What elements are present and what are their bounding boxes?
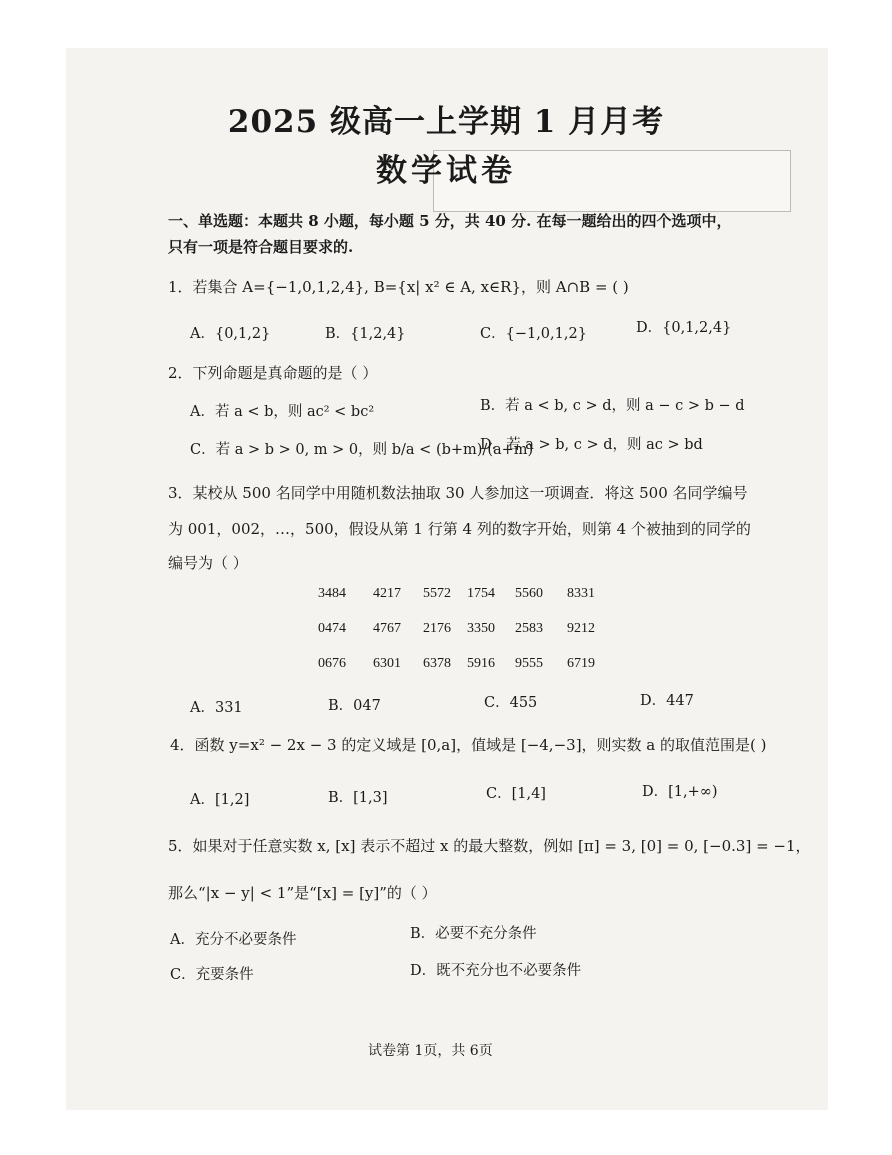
question-1-option-b: B．{1,2,4} — [325, 326, 406, 342]
question-3-option-c: C．455 — [484, 695, 538, 711]
section-heading-line1: 一、单选题：本题共 8 小题，每小题 5 分，共 40 分. 在每一题给出的四个选项中， — [168, 212, 732, 230]
question-3-stem-line3: 编号为（ ） — [168, 554, 248, 572]
random-table-r2c1: 0474 — [318, 621, 346, 636]
question-3-stem-line1: 3．某校从 500 名同学中用随机数法抽取 30 人参加这一项调查．将这 500 名同学编号 — [168, 484, 748, 502]
question-4-option-b: B．[1,3] — [328, 790, 388, 806]
page-footer: 试卷第 1页，共 6页 — [368, 1043, 493, 1059]
question-5-option-b: B．必要不充分条件 — [410, 926, 537, 942]
random-table-r1c2: 4217 — [373, 586, 401, 601]
question-5-option-c: C．充要条件 — [170, 967, 254, 983]
question-1-option-a: A．{0,1,2} — [190, 326, 271, 342]
question-2-option-b: B．若 a < b, c > d，则 a − c > b − d — [480, 398, 745, 414]
question-5-option-a: A．充分不必要条件 — [170, 932, 297, 948]
random-table-r2c3: 2176 — [423, 621, 451, 636]
random-table-r3c6: 6719 — [567, 656, 595, 671]
question-2-option-c: C．若 a > b > 0, m > 0，则 b/a < (b+m)/(a+m) — [190, 442, 534, 458]
random-table-r2c4: 3350 — [467, 621, 495, 636]
question-3-option-b: B．047 — [328, 698, 381, 714]
random-table-r2c2: 4767 — [373, 621, 401, 636]
random-table-r2c5: 2583 — [515, 621, 543, 636]
question-4-stem: 4．函数 y=x² − 2x − 3 的定义域是 [0,a]，值域是 [−4,−3]，则实数 a 的取值范围是( ) — [170, 736, 767, 754]
section-heading-line2: 只有一项是符合题目要求的. — [168, 238, 354, 256]
question-1-stem: 1．若集合 A={−1,0,1,2,4}, B={x| x² ∈ A, x∈R}，则 A∩B = ( ) — [168, 278, 629, 296]
question-2-option-d: D．若 a > b, c > d，则 ac > bd — [480, 437, 703, 453]
question-1-option-d: D．{0,1,2,4} — [636, 320, 732, 336]
random-table-r3c1: 0676 — [318, 656, 346, 671]
question-3-option-d: D．447 — [640, 693, 694, 709]
random-table-r1c5: 5560 — [515, 586, 543, 601]
question-5-stem-line1: 5．如果对于任意实数 x, [x] 表示不超过 x 的最大整数，例如 [π] = 3, [0] = 0, [−0.3] = −1， — [168, 837, 811, 855]
exam-title: 2025 级高一上学期 1 月月考 — [227, 104, 665, 140]
question-5-stem-line2: 那么“|x − y| < 1”是“[x] = [y]”的（ ） — [168, 884, 437, 902]
random-table-r3c5: 9555 — [515, 656, 543, 671]
question-3-option-a: A．331 — [190, 700, 243, 716]
question-4-option-a: A．[1,2] — [190, 792, 250, 808]
random-table-r3c3: 6378 — [423, 656, 451, 671]
random-table-r1c1: 3484 — [318, 586, 346, 601]
question-2-stem: 2．下列命题是真命题的是（ ） — [168, 364, 378, 382]
random-table-r3c4: 5916 — [467, 656, 495, 671]
exam-subject: 数学试卷 — [376, 153, 516, 189]
question-3-stem-line2: 为 001，002，…，500，假设从第 1 行第 4 列的数字开始，则第 4 个被抽到的同学的 — [168, 520, 751, 538]
question-2-option-a: A．若 a < b，则 ac² < bc² — [190, 404, 375, 420]
random-table-r1c3: 5572 — [423, 586, 451, 601]
random-table-r1c4: 1754 — [467, 586, 495, 601]
question-1-option-c: C．{−1,0,1,2} — [480, 326, 587, 342]
question-4-option-d: D．[1,+∞) — [642, 784, 718, 800]
random-table-r2c6: 9212 — [567, 621, 595, 636]
question-4-option-c: C．[1,4] — [486, 786, 546, 802]
random-table-r3c2: 6301 — [373, 656, 401, 671]
question-5-option-d: D．既不充分也不必要条件 — [410, 963, 582, 979]
random-table-r1c6: 8331 — [567, 586, 595, 601]
